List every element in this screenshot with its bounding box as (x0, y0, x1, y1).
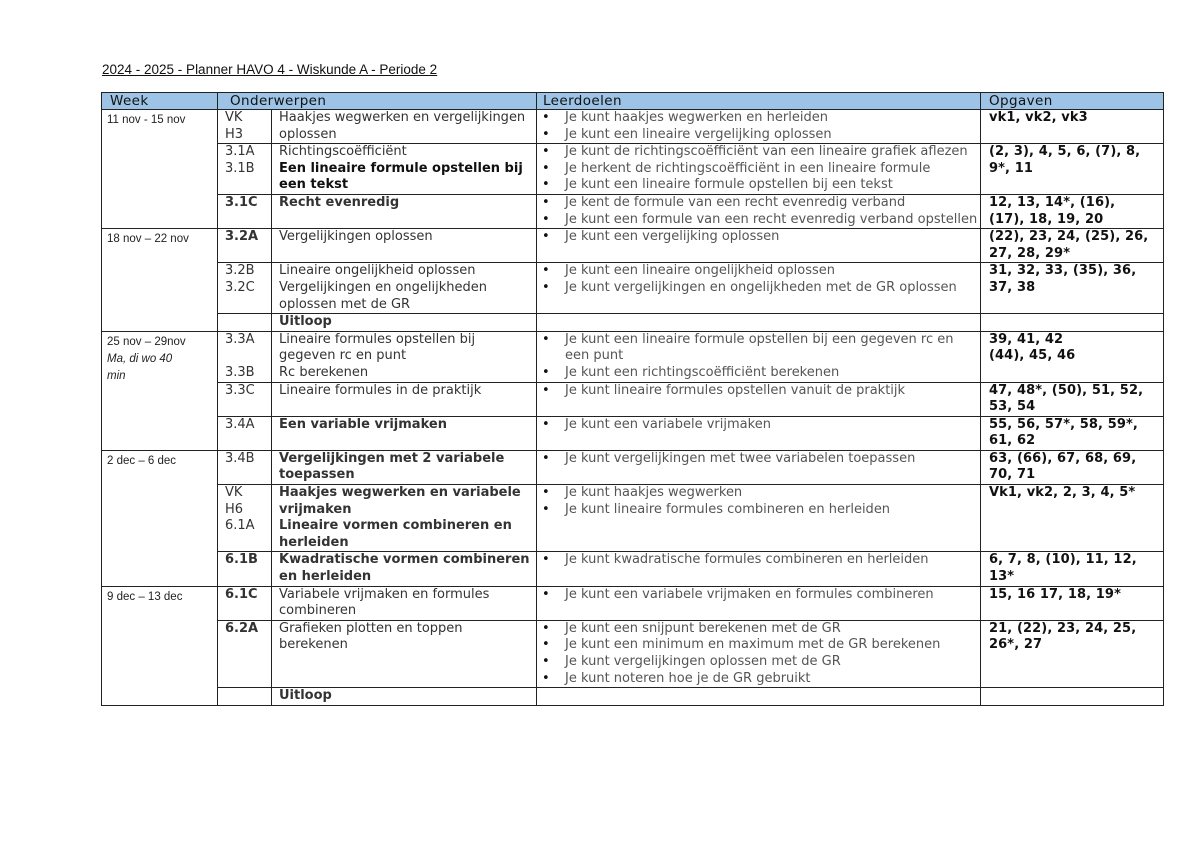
exercises-cell: (2, 3), 4, 5, 6, (7), 8, 9*, 11 (981, 144, 1164, 195)
week-cell: 25 nov – 29nov (107, 335, 186, 348)
goal-item: • Je kunt lineaire formules opstellen vanuit de praktijk (537, 383, 980, 400)
lesson-code: H6 (225, 501, 244, 517)
lesson-code: 3.4B (218, 450, 272, 484)
table-row (102, 314, 1164, 332)
lesson-code: 3.3C (218, 382, 272, 416)
table-row (102, 688, 1164, 706)
table-row (102, 110, 1164, 144)
table-row (102, 450, 1164, 484)
exercises-cell: 12, 13, 14*, (16), (17), 18, 19, 20 (981, 194, 1164, 228)
lesson-code: 3.2A (218, 229, 272, 263)
table-row (102, 331, 1164, 382)
goal-item: • Je kunt kwadratische formules combineren en herleiden (537, 552, 980, 569)
goal-item: • Je kunt noteren hoe je de GR gebruikt (537, 671, 980, 688)
lesson-code: 3.1B (225, 160, 255, 176)
table-row (102, 586, 1164, 620)
page-title: 2024 - 2025 - Planner HAVO 4 - Wiskunde A - Periode 2 (102, 62, 438, 77)
exercises-cell: Vk1, vk2, 2, 3, 4, 5* (981, 485, 1164, 552)
goal-item: • Je kunt een lineaire ongelijkheid oplossen (537, 263, 980, 280)
week-cell: 11 nov - 15 nov (102, 110, 218, 229)
lesson-code: 3.4A (218, 416, 272, 450)
exercises-cell: 6, 7, 8, (10), 11, 12, 13* (981, 552, 1164, 586)
goal-item: • Je kunt een lineaire vergelijking oplossen (537, 127, 980, 144)
topic-text: Richtingscoëfficiënt (279, 144, 407, 160)
exercises-cell: 15, 16 17, 18, 19* (981, 586, 1164, 620)
goal-item: • Je kunt vergelijkingen en ongelijkheden met de GR oplossen (537, 280, 980, 297)
exercises-cell: (44), 45, 46 (989, 348, 1076, 364)
topic-cell: Vergelijkingen met 2 variabele toepassen (272, 450, 537, 484)
goal-item: • Je kunt vergelijkingen oplossen met de GR (537, 654, 980, 671)
lesson-code: 6.1A (225, 518, 255, 534)
header-row (102, 93, 1164, 110)
exercises-cell: 55, 56, 57*, 58, 59*, 61, 62 (981, 416, 1164, 450)
lesson-code: 6.1B (218, 552, 272, 586)
table-row (102, 382, 1164, 416)
topic-cell: Recht evenredig (272, 194, 537, 228)
lesson-code: 3.1A (225, 144, 255, 160)
week-cell: 9 dec – 13 dec (102, 586, 218, 705)
table-row (102, 620, 1164, 687)
topic-cell: Uitloop (272, 314, 537, 332)
lesson-code: VK (225, 485, 243, 501)
topic-text: Lineaire vormen combineren en herleiden (279, 518, 512, 550)
topic-cell: Lineaire formules in de praktijk (272, 382, 537, 416)
table-row (102, 416, 1164, 450)
topics-header: Onderwerpen (218, 93, 537, 110)
week-note: Ma, di wo 40 (107, 352, 173, 365)
topic-cell: Haakjes wegwerken en vergelijkingen oplossen (272, 110, 537, 144)
goals-header: Leerdoelen (537, 93, 981, 110)
exercises-cell: vk1, vk2, vk3 (981, 110, 1164, 144)
goal-item: • Je kunt vergelijkingen met twee variabelen toepassen (537, 451, 980, 468)
goal-item: • Je kunt een vergelijking oplossen (537, 229, 980, 246)
table-row (102, 194, 1164, 228)
topic-text: Haakjes wegwerken en variabele vrijmaken (279, 485, 521, 517)
topic-text: Lineaire ongelijkheid oplossen (279, 263, 476, 279)
goal-item: • Je kunt lineaire formules combineren en herleiden (537, 502, 980, 519)
exercises-cell: 31, 32, 33, (35), 36, 37, 38 (981, 263, 1164, 314)
exercises-cell: (22), 23, 24, (25), 26, 27, 28, 29* (981, 229, 1164, 263)
table-row (102, 144, 1164, 195)
table-row (102, 552, 1164, 586)
goal-item: • Je kunt een variabele vrijmaken en formules combineren (537, 587, 980, 604)
topic-text: Lineaire formules opstellen bij gegeven rc en punt (279, 331, 476, 364)
week-cell: 2 dec – 6 dec (102, 450, 218, 586)
goal-item: • Je kunt haakjes wegwerken (537, 485, 980, 502)
topic-cell: Vergelijkingen oplossen (272, 229, 537, 263)
lesson-code: 3.3B (225, 364, 255, 380)
goal-item: • Je kunt haakjes wegwerken en herleiden (537, 110, 980, 127)
week-note: min (107, 369, 126, 382)
goal-item: • Je kunt een lineaire formule opstellen bij een tekst (537, 177, 980, 194)
topic-cell: Grafieken plotten en toppen berekenen (272, 620, 537, 687)
week-header: Week (102, 93, 218, 110)
topic-text: Vergelijkingen en ongelijkheden oplossen met de GR (279, 279, 487, 312)
lesson-code: VK (225, 110, 243, 125)
table-row (102, 485, 1164, 552)
topic-cell: Uitloop (272, 688, 537, 706)
table-row (102, 263, 1164, 314)
exercises-cell: 21, (22), 23, 24, 25, 26*, 27 (981, 620, 1164, 687)
lesson-code: 3.2B (225, 263, 255, 279)
lesson-code: 3.1C (218, 194, 272, 228)
exercises-cell: 47, 48*, (50), 51, 52, 53, 54 (981, 382, 1164, 416)
lesson-code: 3.2C (225, 279, 255, 295)
lesson-code: 6.1C (218, 586, 272, 620)
table-row (102, 229, 1164, 263)
planner-table (101, 92, 1164, 706)
exercises-header: Opgaven (981, 93, 1164, 110)
goal-item: • Je kunt een richtingscoëfficiënt berekenen (537, 365, 980, 382)
goal-item: • Je kunt een minimum en maximum met de GR berekenen (537, 637, 980, 654)
topic-cell: Kwadratische vormen combineren en herleiden (272, 552, 537, 586)
lesson-code: 3.3A (225, 331, 255, 347)
goal-item: • Je herkent de richtingscoëfficiënt in een lineaire formule (537, 161, 980, 178)
goal-item: • Je kunt een variabele vrijmaken (537, 417, 980, 434)
week-cell: 18 nov – 22 nov (102, 229, 218, 332)
goal-item: • Je kunt de richtingscoëfficiënt van een lineaire grafiek aflezen (537, 144, 980, 161)
goal-item: • Je kunt een snijpunt berekenen met de GR (537, 621, 980, 638)
topic-text: Een lineaire formule opstellen bij een tekst (279, 160, 523, 193)
topic-text: Rc berekenen (279, 364, 369, 380)
lesson-code: H3 (225, 126, 244, 142)
exercises-cell: 39, 41, 42 (989, 331, 1064, 347)
goal-item: • Je kunt een formule van een recht evenredig verband opstellen (537, 212, 980, 229)
topic-cell: Variabele vrijmaken en formules combineren (272, 586, 537, 620)
goal-item: • Je kunt een lineaire formule opstellen bij een gegeven rc en een punt (537, 332, 980, 365)
exercises-cell: 63, (66), 67, 68, 69, 70, 71 (981, 450, 1164, 484)
goal-item: • Je kent de formule van een recht evenredig verband (537, 195, 980, 212)
topic-cell: Een variable vrijmaken (272, 416, 537, 450)
lesson-code: 6.2A (218, 620, 272, 687)
